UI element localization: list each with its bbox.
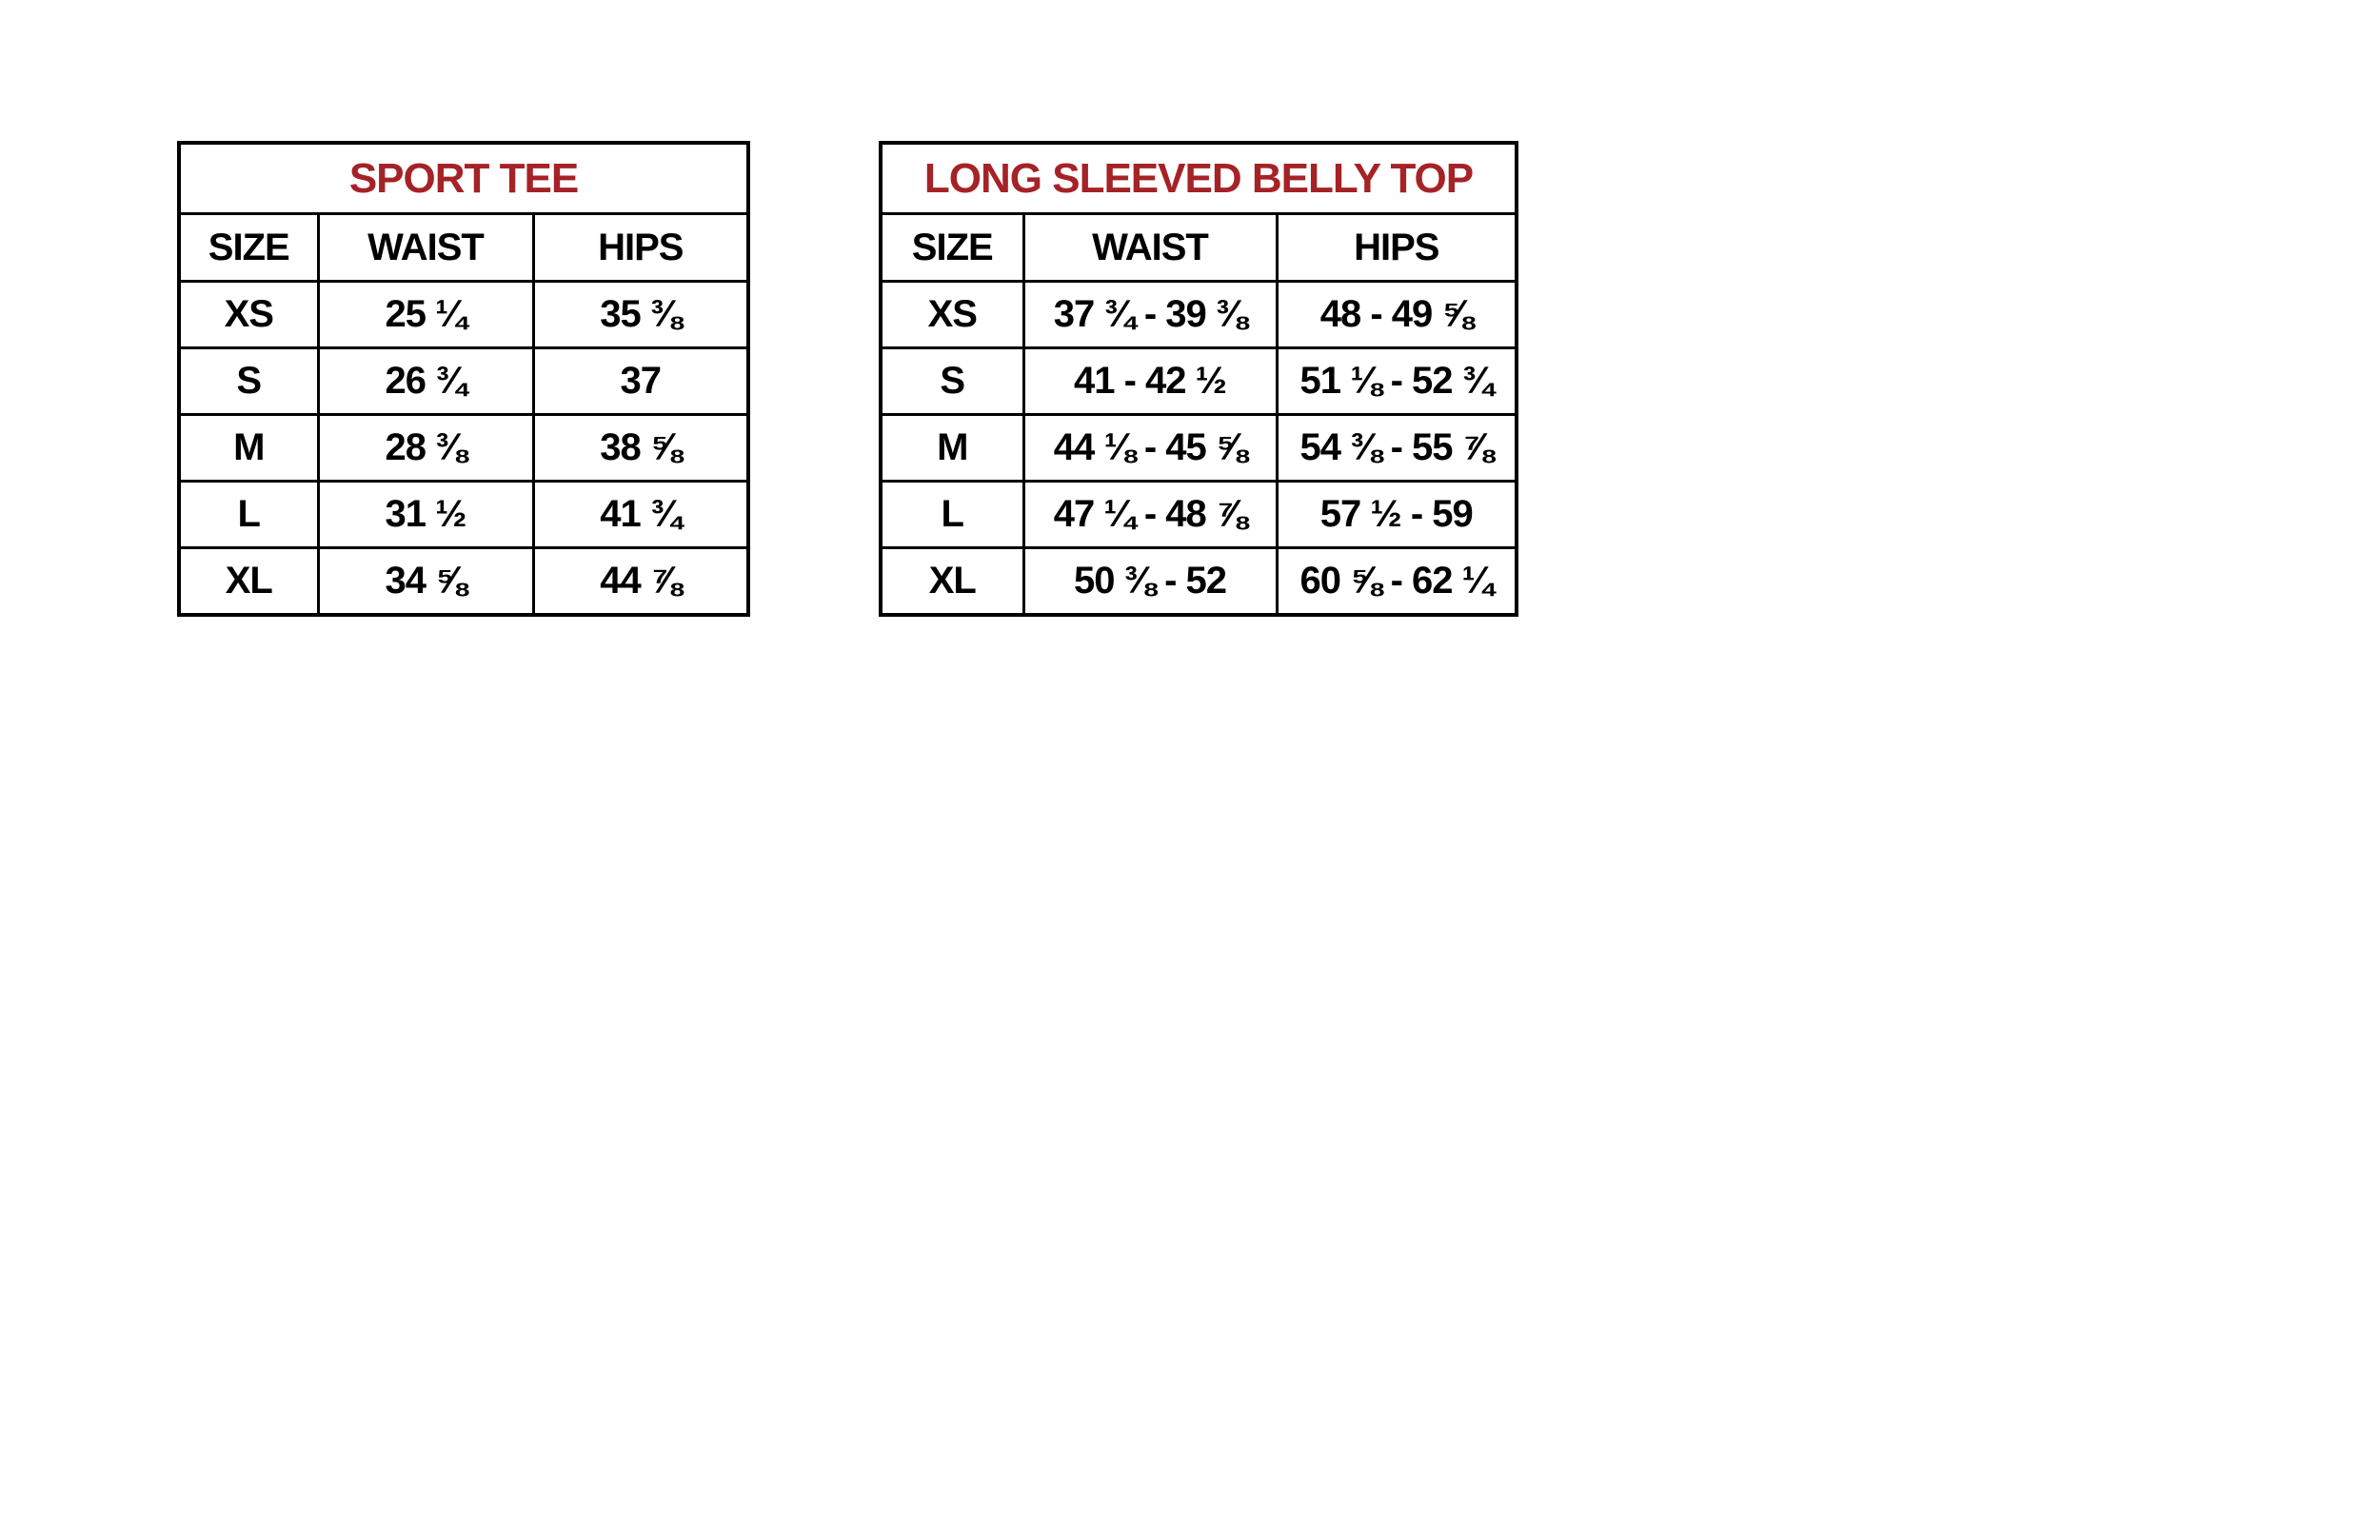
waist-cell: 26 ¾ [318, 348, 533, 415]
column-header-hips: HIPS [533, 214, 748, 282]
size-cell: XS [881, 282, 1023, 348]
table-row [179, 482, 748, 548]
waist-cell: 47 ¼ - 48 ⅞ [1023, 482, 1277, 548]
hips-cell: 35 ⅜ [533, 282, 748, 348]
table-row [881, 282, 1517, 348]
table-row [179, 348, 748, 415]
size-chart-sport-tee [177, 141, 750, 617]
hips-cell: 54 ⅜ - 55 ⅞ [1277, 415, 1517, 482]
waist-cell: 31 ½ [318, 482, 533, 548]
size-cell: XS [179, 282, 318, 348]
table-title: LONG SLEEVED BELLY TOP [881, 143, 1517, 214]
hips-cell: 51 ⅛ - 52 ¾ [1277, 348, 1517, 415]
table-row [881, 548, 1517, 616]
hips-cell: 44 ⅞ [533, 548, 748, 616]
size-cell: XL [881, 548, 1023, 616]
table-row [179, 415, 748, 482]
waist-cell: 41 - 42 ½ [1023, 348, 1277, 415]
waist-cell: 28 ⅜ [318, 415, 533, 482]
waist-cell: 34 ⅝ [318, 548, 533, 616]
size-cell: XL [179, 548, 318, 616]
size-cell: S [179, 348, 318, 415]
column-header-size: SIZE [179, 214, 318, 282]
size-chart-long-sleeved-belly-top [879, 141, 1518, 617]
hips-cell: 41 ¾ [533, 482, 748, 548]
hips-cell: 57 ½ - 59 [1277, 482, 1517, 548]
table-row [881, 348, 1517, 415]
table-row [179, 282, 748, 348]
table-row [179, 548, 748, 616]
hips-cell: 38 ⅝ [533, 415, 748, 482]
table-row [881, 482, 1517, 548]
column-header-waist: WAIST [1023, 214, 1277, 282]
hips-cell: 48 - 49 ⅝ [1277, 282, 1517, 348]
size-cell: L [179, 482, 318, 548]
column-header-hips: HIPS [1277, 214, 1517, 282]
hips-cell: 60 ⅝ - 62 ¼ [1277, 548, 1517, 616]
waist-cell: 50 ⅜ - 52 [1023, 548, 1277, 616]
waist-cell: 37 ¾ - 39 ⅜ [1023, 282, 1277, 348]
waist-cell: 25 ¼ [318, 282, 533, 348]
size-cell: M [881, 415, 1023, 482]
header-row [881, 214, 1517, 282]
size-cell: S [881, 348, 1023, 415]
column-header-size: SIZE [881, 214, 1023, 282]
table-title: SPORT TEE [179, 143, 748, 214]
size-cell: L [881, 482, 1023, 548]
hips-cell: 37 [533, 348, 748, 415]
table-row [881, 415, 1517, 482]
size-cell: M [179, 415, 318, 482]
column-header-waist: WAIST [318, 214, 533, 282]
waist-cell: 44 ⅛ - 45 ⅝ [1023, 415, 1277, 482]
header-row [179, 214, 748, 282]
